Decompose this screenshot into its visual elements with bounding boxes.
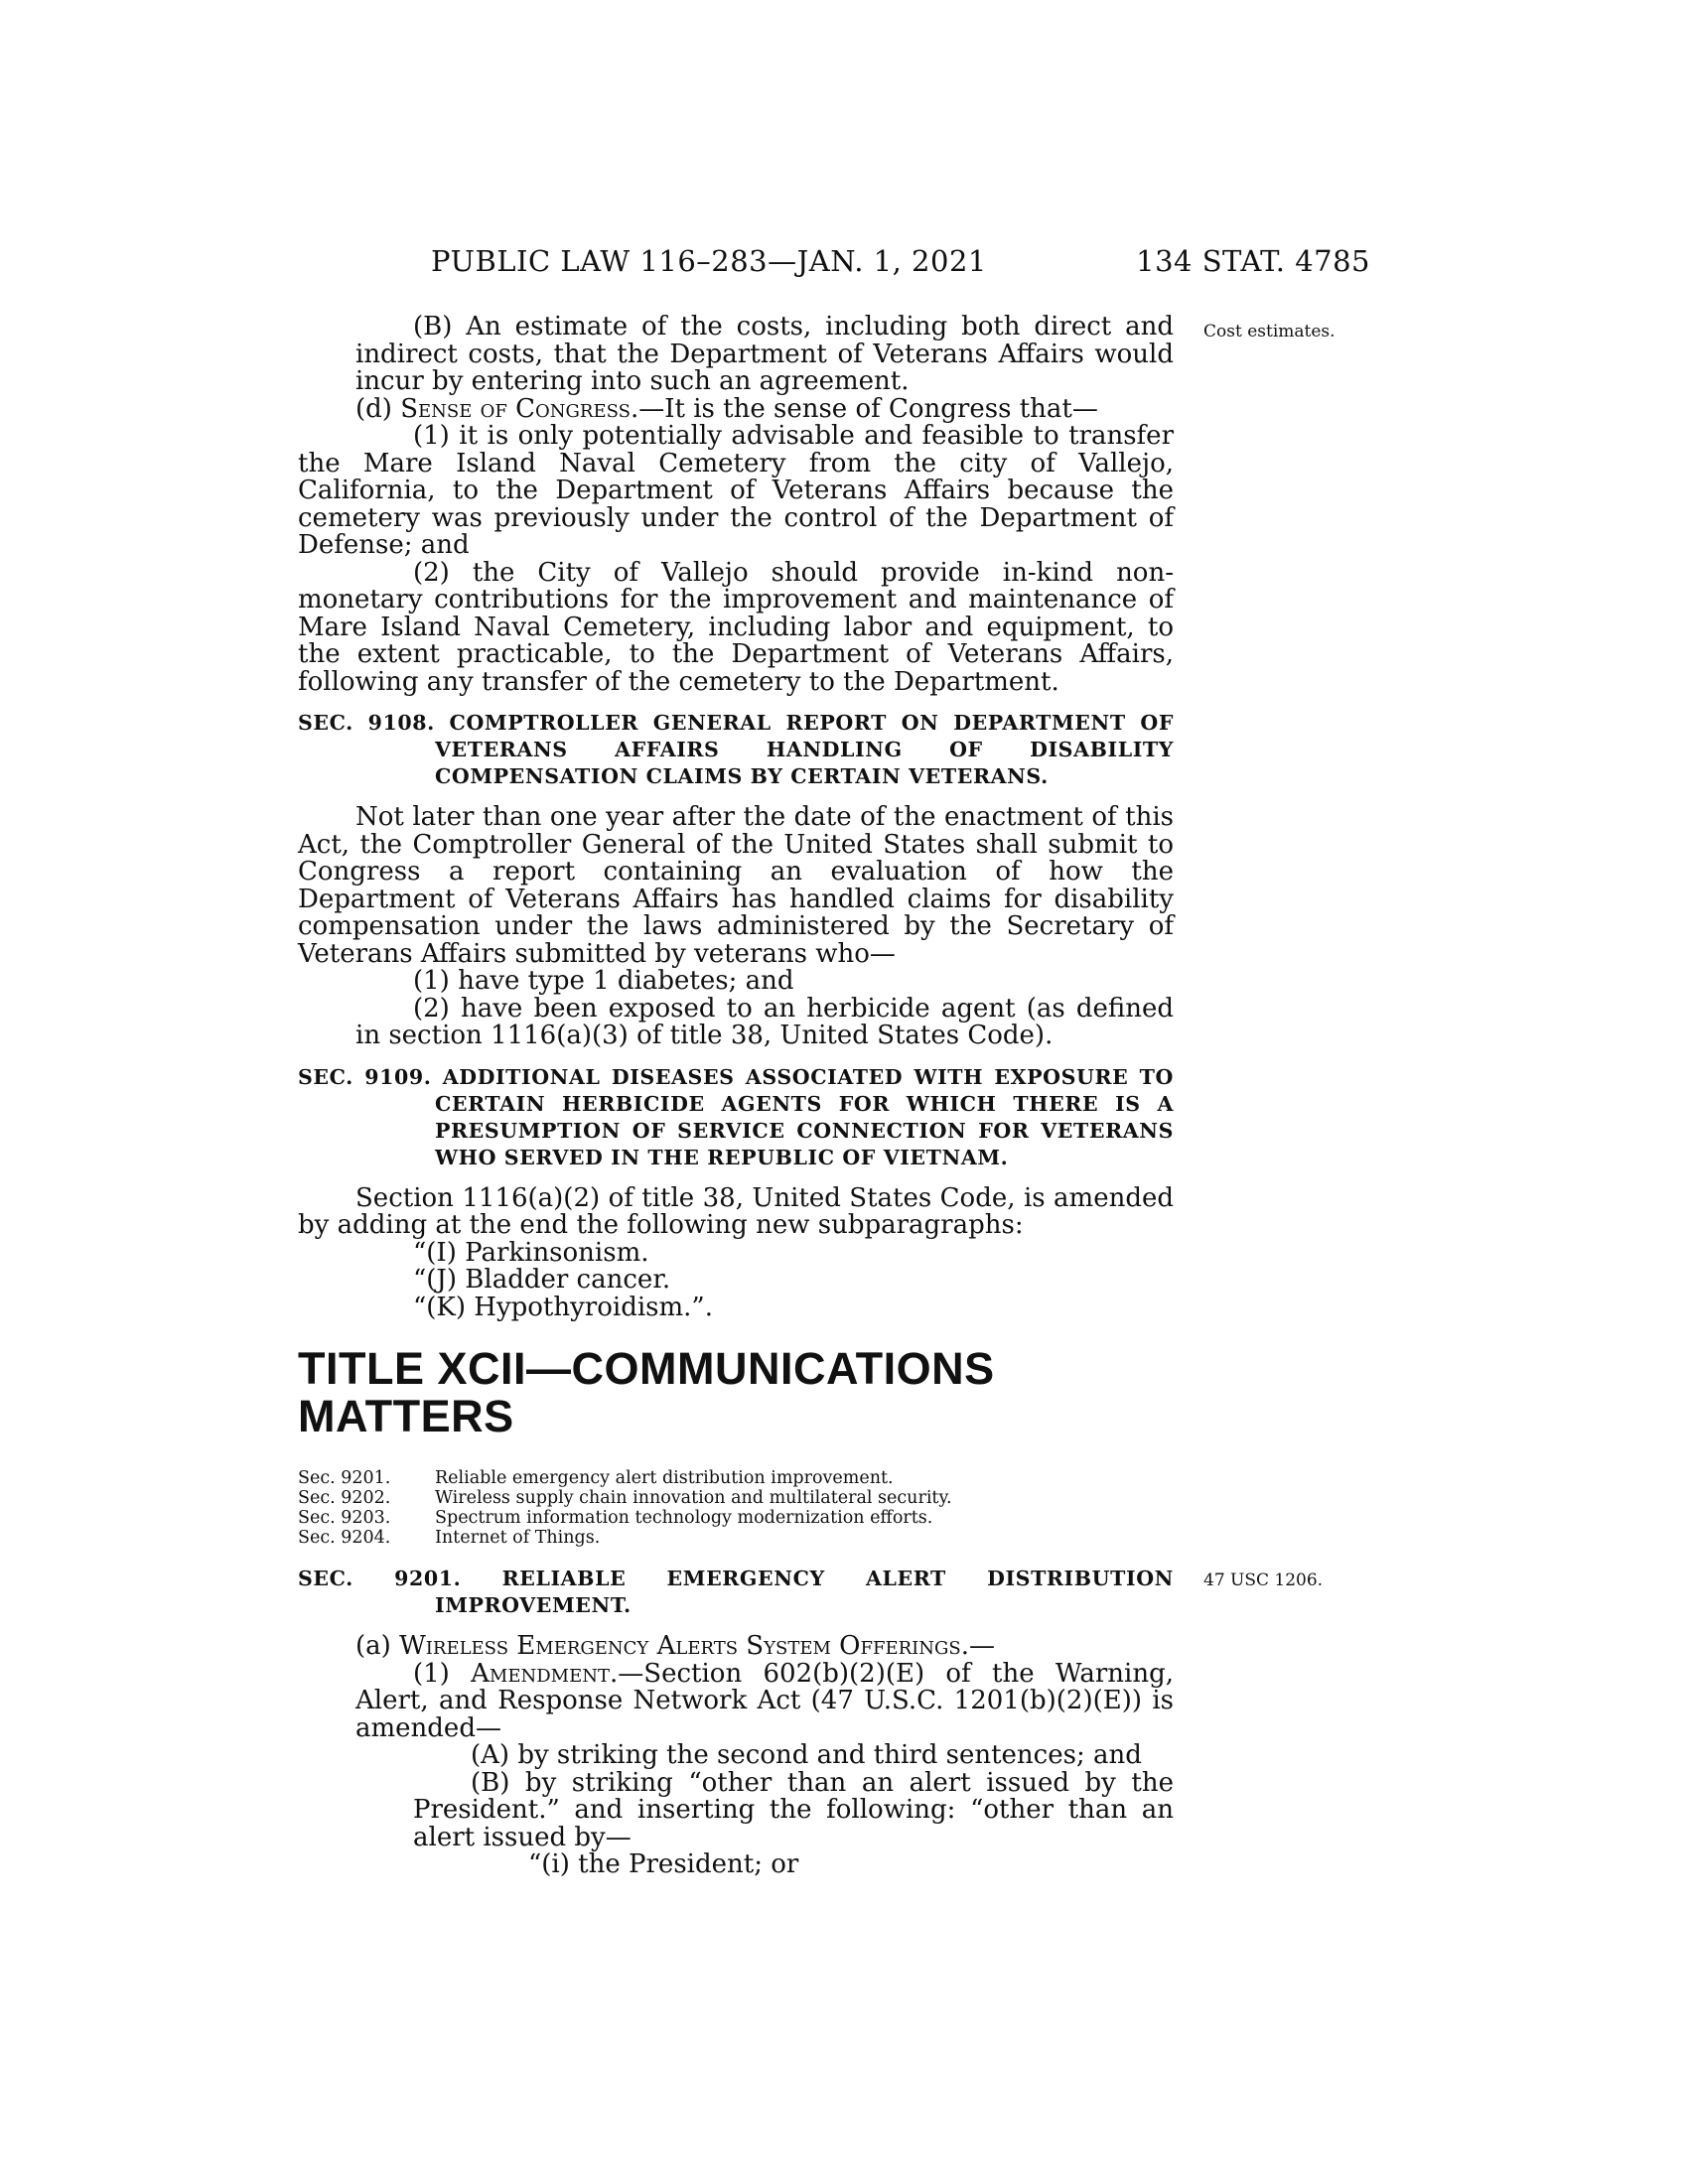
paragraph-c2-b: (B) An estimate of the costs, including both direct and indirect costs, that the Department of Veterans Affairs would incur by entering into such an agreement.	[355, 312, 1174, 396]
section-9109-item-k: “(K) Hypothyroidism.”.	[413, 1292, 713, 1322]
subsection-a: (a) Wireless Emergency Alerts System Offerings.—	[355, 1631, 995, 1661]
toc-entry: Sec. 9204. Internet of Things.	[298, 1528, 601, 1548]
public-law-citation: PUBLIC LAW 116–283—JAN. 1, 2021	[431, 244, 987, 278]
paragraph-a-1-b: (B) by striking “other than an alert issued by the President.” and inserting the following: “other than an alert issued by—	[413, 1767, 1174, 1852]
paragraph-a-1-a: (A) by striking the second and third sentences; and	[471, 1740, 1142, 1770]
paragraph-a-1: (1) Amendment.—Section 602(b)(2)(E) of the Warning, Alert, and Response Network Act (47 U.S.C. 1201(b)(2)(E)) is amended—	[355, 1658, 1174, 1743]
toc-entry: Sec. 9202. Wireless supply chain innovation and multilateral security.	[298, 1488, 952, 1508]
title-heading-line-2: MATTERS	[298, 1391, 514, 1441]
section-9108-item-2: (2) have been exposed to an herbicide agent (as defined in section 1116(a)(3) of title 38, United States Code).	[355, 993, 1174, 1050]
subsection-d: (d) Sense of Congress.—It is the sense of Congress that—	[355, 393, 1098, 424]
section-9109-heading: SEC. 9109. ADDITIONAL DISEASES ASSOCIATED WITH EXPOSURE TO CERTAIN HERBICIDE AGENTS FOR WHICH THERE IS A PRESUMPTION OF SERVICE CONNECTION FOR VETERANS WHO SERVED IN THE REPUBLIC OF VIETNAM.	[298, 1064, 1174, 1169]
subsection-d-2: (2) the City of Vallejo should provide in-kind non-monetary contributions for the improvement and maintenance of Mare Island Naval Cemetery, including labor and equipment, to the extent practicable, to the Department of Veterans Affairs, following any transfer of the cemetery to the Department.	[298, 557, 1174, 697]
section-9109-item-i: “(I) Parkinsonism.	[413, 1237, 649, 1268]
toc-entry: Sec. 9203. Spectrum information technology modernization efforts.	[298, 1508, 933, 1528]
subsection-a-heading: Wireless Emergency Alerts System Offerings	[399, 1631, 961, 1661]
section-9109-item-j: “(J) Bladder cancer.	[413, 1265, 671, 1295]
title-heading-line-1: TITLE XCII—COMMUNICATIONS	[298, 1343, 995, 1394]
section-9201-heading: SEC. 9201. RELIABLE EMERGENCY ALERT DISTRIBUTION IMPROVEMENT.	[298, 1567, 1174, 1617]
section-9108-item-1: (1) have type 1 diabetes; and	[413, 966, 794, 996]
subsection-d-heading: Sense of Congress	[400, 393, 631, 424]
subsection-d-1: (1) it is only potentially advisable and feasible to transfer the Mare Island Naval Cemetery from the city of Vallejo, California, to the Department of Veterans Affairs because the cemetery was previously under the control of the Department of Defense; and	[298, 421, 1174, 560]
section-9108-text: Not later than one year after the date of the enactment of this Act, the Comptroller General of the United States shall submit to Congress a report containing an evaluation of how the Department of Veterans Affairs has handled claims for disability compensation under the laws administered by the Secretary of Veterans Affairs submitted by veterans who—	[298, 802, 1174, 969]
section-9108-heading: SEC. 9108. COMPTROLLER GENERAL REPORT ON DEPARTMENT OF VETERANS AFFAIRS HANDLING OF DISABILITY COMPENSATION CLAIMS BY CERTAIN VETERANS.	[298, 711, 1174, 788]
toc-entry: Sec. 9201. Reliable emergency alert distribution improvement.	[298, 1468, 894, 1488]
section-9109-text: Section 1116(a)(2) of title 38, United States Code, is amended by adding at the end the following new subparagraphs:	[298, 1182, 1174, 1240]
paragraph-a-1-b-i: “(i) the President; or	[528, 1849, 799, 1879]
document-body	[298, 314, 1174, 1879]
page-header	[298, 244, 1370, 284]
margin-note-cost-estimates: Cost estimates.	[1203, 322, 1336, 341]
title-table-of-contents	[298, 1468, 1174, 1548]
paragraph-a-1-heading: Amendment	[471, 1658, 610, 1689]
margin-note-usc: 47 USC 1206.	[1203, 1570, 1324, 1590]
statute-page-number: 134 STAT. 4785	[1136, 244, 1370, 278]
